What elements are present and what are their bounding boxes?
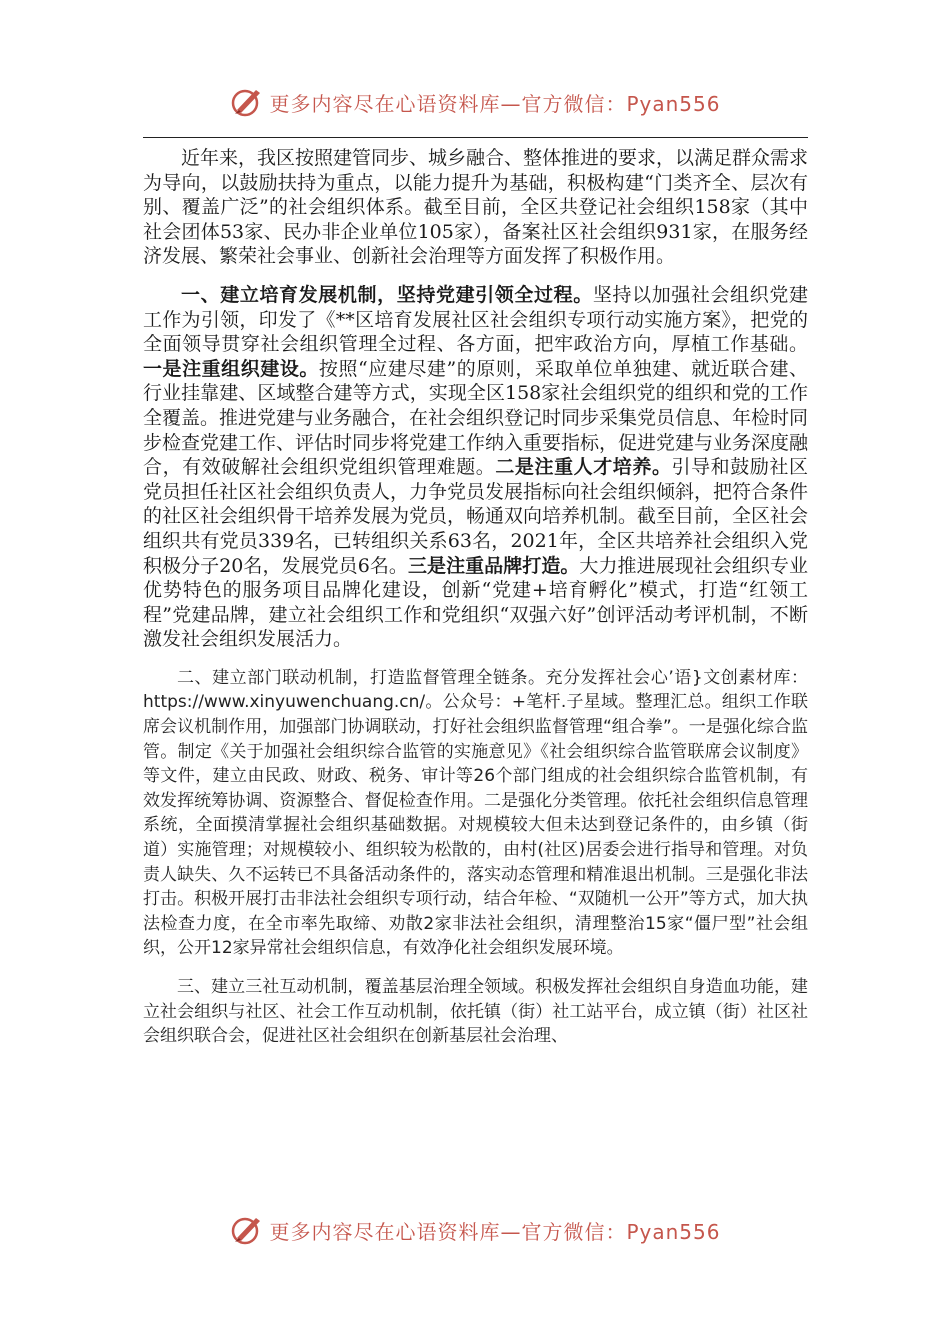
intro-paragraph: 近年来，我区按照建管同步、城乡融合、整体推进的要求，以满足群众需求为导向，以鼓励扶持为重点，以能力提升为基础，积极构建“门类齐全、层次有别、覆盖广泛”的社会组织体系。截至目前，全区共登记社会组织158家（其中社会团体53家、民办非企业单位105家），备案社区社会组织931家，在服务经济发展、繁荣社会事业、创新社会治理等方面发挥了积极作用。 <box>143 147 809 268</box>
section-one-text-1: 坚持以加强社会组织党建工作为引领，印发了《**区培育发展社区社会组织专项行动实施方案》，把党的全面领导贯穿社会组织管理全过程、各方面，把牢政治方向，厚植工作基础。 <box>143 283 808 356</box>
banner-text: 更多内容尽在心语资料库—官方微信：Pyan556 <box>269 1219 721 1244</box>
brush-pen-logo-icon <box>229 1212 265 1248</box>
section-one-point-1: 一是注重组织建设。 <box>143 357 319 380</box>
section-two-paragraph: 二、建立部门联动机制，打造监督管理全链条。充分发挥社会心’语}文创素材库：https://www.xinyuwenchuang.cn/。公众号：+笔杆.子星域。整理汇总。组织工作联席会议机制作用，加强部门协调联动，打好社会组织监督管理“组合拳”。一是强化综合监管。制定《关于加强社会组织综合监管的实施意见》《社会组织综合监管联席会议制度》等文件，建立由民政、财政、税务、审计等26个部门组成的社会组织综合监管机制，有效发挥统筹协调、资源整合、督促检查作用。二是强化分类管理。依托社会组织信息管理系统，全面摸清掌握社会组织基础数据。对规模较大但未达到登记条件的，由乡镇（街道）实施管理；对规模较小、组织较为松散的，由村(社区)居委会进行指导和管理。对负责人缺失、久不运转已不具备活动条件的，落实动态管理和精准退出机制。三是强化非法打击。积极开展打击非法社会组织专项行动，结合年检、“双随机一公开”等方式，加大执法检查力度，在全市率先取缔、劝散2家非法社会组织，清理整治15家“僵尸型”社会组织，公开12家异常社会组织信息，有效净化社会组织发展环境。 <box>143 667 808 959</box>
brush-pen-logo-icon <box>229 84 265 120</box>
header-banner <box>0 80 950 124</box>
section-three-paragraph: 三、建立三社互动机制，覆盖基层治理全领域。积极发挥社会组织自身造血功能，建立社会组织与社区、社会工作互动机制，依托镇（街）社工站平台，成立镇（街）社区社会组织联合会，促进社区社会组织在创新基层社会治理、 <box>143 977 808 1047</box>
banner-text: 更多内容尽在心语资料库—官方微信：Pyan556 <box>269 91 721 116</box>
section-one-point-3: 三是注重品牌打造。 <box>407 554 580 577</box>
footer-banner <box>0 1208 950 1252</box>
document-body <box>143 146 808 1063</box>
section-one-heading: 一、建立培育发展机制，坚持党建引领全过程。 <box>181 283 593 306</box>
section-one-text-3: 引导和鼓励社区党员担任社区社会组织负责人，力争党员发展指标向社会组织倾斜，把符合条件的社区社会组织骨干培养发展为党员，畅通双向培养机制。截至目前，全区社会组织共有党员339名，已转组织关系63名，2021年，全区共培养社会组织入党积极分子20名，发展党员6名。 <box>143 456 809 577</box>
section-one-text-2: 按照“应建尽建”的原则，采取单位单独建、就近联合建、行业挂靠建、区域整合建等方式，实现全区158家社会组织党的组织和党的工作全覆盖。推进党建与业务融合，在社会组织登记时同步采集党员信息、年检时同步检查党建工作、评估时同步将党建工作纳入重要指标，促进党建与业务深度融合，有效破解社会组织党组织管理难题。 <box>143 357 809 479</box>
section-one-text-4: 大力推进展现社会组织专业优势特色的服务项目品牌化建设，创新“党建+培育孵化”模式，打造“红领工程”党建品牌，建立社会组织工作和党组织“双强六好”创评活动考评机制，不断激发社会组织发展活力。 <box>143 554 808 651</box>
header-divider <box>143 137 808 138</box>
section-one-paragraph <box>143 283 808 652</box>
section-one-point-2: 二是注重人才培养。 <box>495 456 672 479</box>
